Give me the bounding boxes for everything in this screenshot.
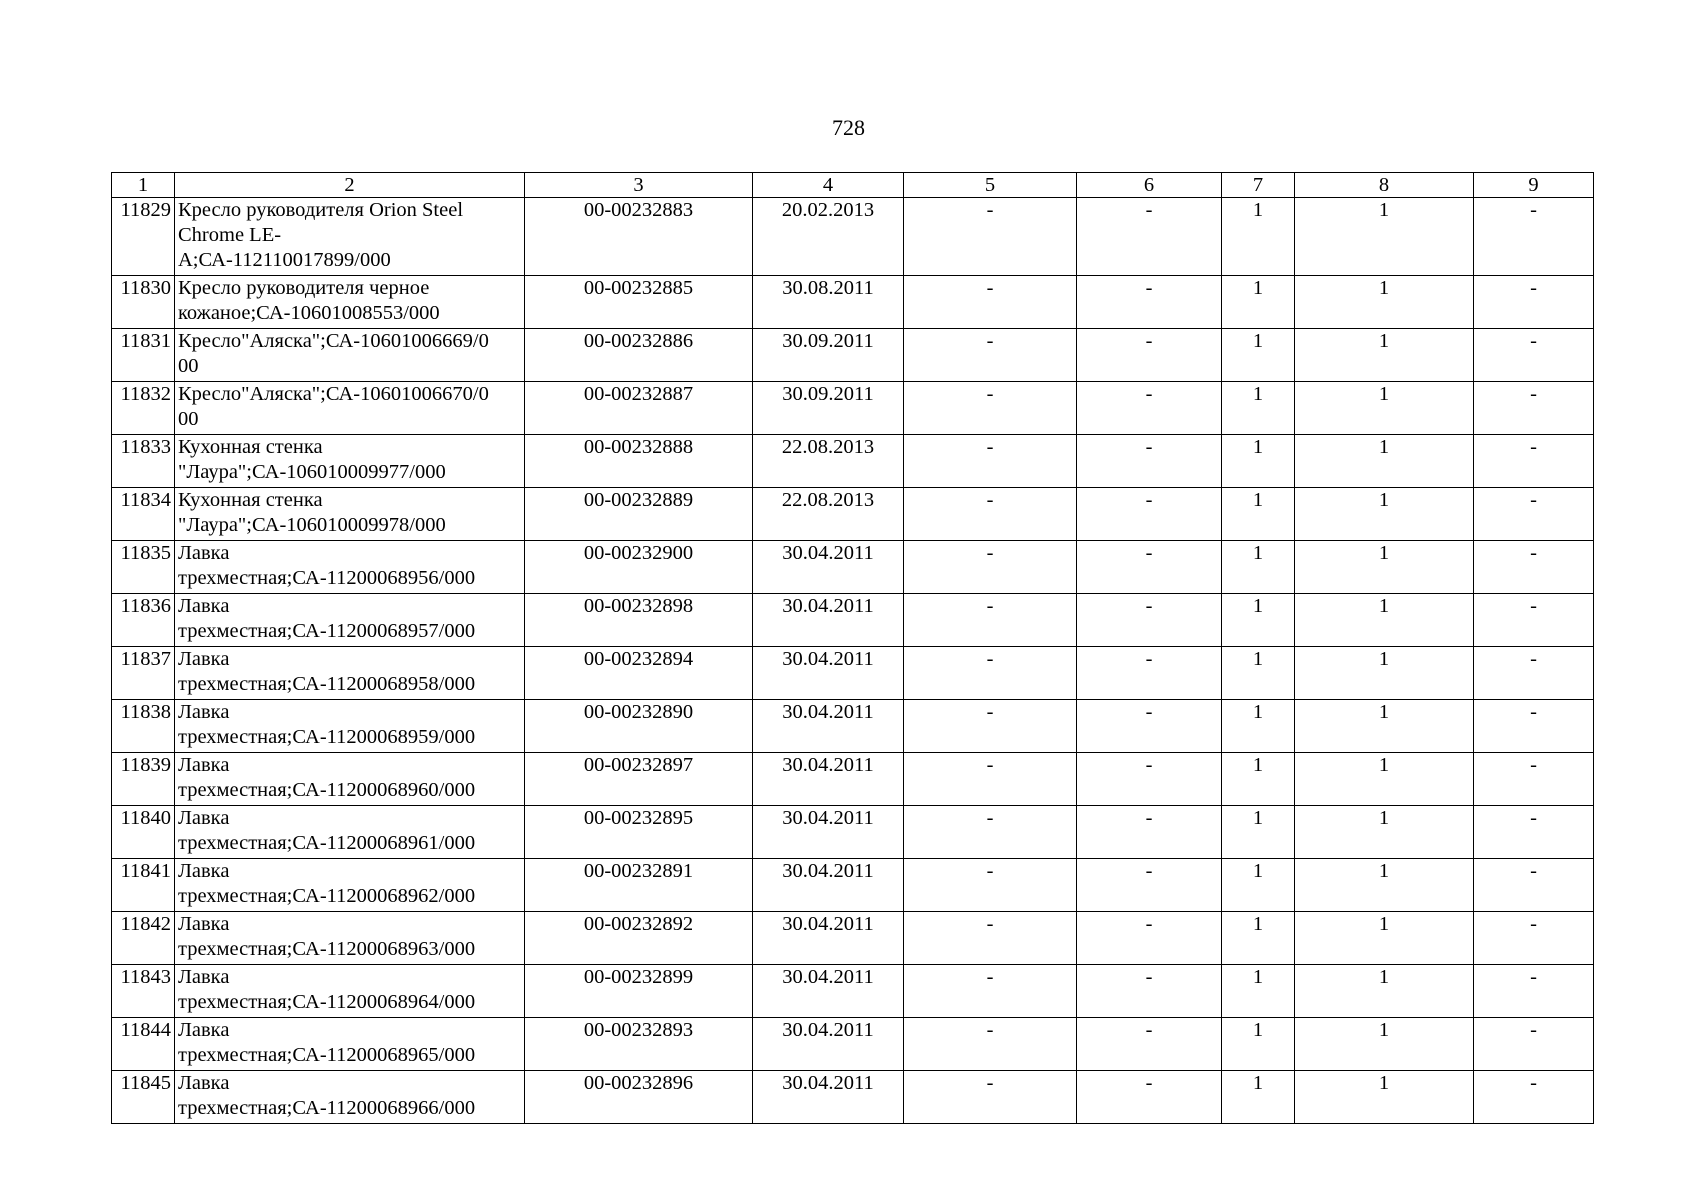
column-9-cell: - (1474, 965, 1594, 1018)
item-name-line: Лавка (178, 701, 230, 723)
item-name-line: Кресло"Аляска";СА-10601006669/0 (178, 330, 489, 352)
item-name-line: трехместная;СА-11200068963/000 (178, 938, 476, 960)
column-6-cell: - (1077, 647, 1222, 700)
column-9-cell: - (1474, 435, 1594, 488)
column-6-cell: - (1077, 276, 1222, 329)
table-row (112, 753, 1594, 806)
table-row (112, 647, 1594, 700)
row-number-cell: 11845 (112, 1071, 175, 1124)
column-5-cell: - (904, 541, 1077, 594)
inventory-number-cell: 00-00232891 (525, 859, 753, 912)
table-row (112, 594, 1594, 647)
table-body (112, 198, 1594, 1124)
column-7-cell: 1 (1222, 965, 1295, 1018)
item-name-line: трехместная;СА-11200068956/000 (178, 567, 476, 589)
column-header-1: 1 (112, 173, 175, 198)
column-header-4: 4 (753, 173, 904, 198)
row-number-cell: 11840 (112, 806, 175, 859)
column-6-cell: - (1077, 965, 1222, 1018)
column-5-cell: - (904, 1018, 1077, 1071)
column-7-cell: 1 (1222, 647, 1295, 700)
item-name-line: Лавка (178, 1019, 230, 1041)
column-8-cell: 1 (1295, 594, 1474, 647)
column-7-cell: 1 (1222, 198, 1295, 276)
inventory-number-cell: 00-00232889 (525, 488, 753, 541)
column-7-cell: 1 (1222, 276, 1295, 329)
column-6-cell: - (1077, 594, 1222, 647)
column-9-cell: - (1474, 912, 1594, 965)
row-number-cell: 11829 (112, 198, 175, 276)
column-6-cell: - (1077, 1071, 1222, 1124)
inventory-number-cell: 00-00232896 (525, 1071, 753, 1124)
column-5-cell: - (904, 700, 1077, 753)
column-6-cell: - (1077, 753, 1222, 806)
date-cell: 22.08.2013 (753, 488, 904, 541)
column-6-cell: - (1077, 329, 1222, 382)
item-name-line: трехместная;СА-11200068961/000 (178, 832, 476, 854)
row-number-cell: 11841 (112, 859, 175, 912)
item-name-line: Лавка (178, 807, 230, 829)
column-5-cell: - (904, 1071, 1077, 1124)
item-name-line: Кресло руководителя черное (178, 277, 430, 299)
column-7-cell: 1 (1222, 329, 1295, 382)
item-name-cell (175, 435, 525, 488)
row-number-cell: 11833 (112, 435, 175, 488)
column-7-cell: 1 (1222, 382, 1295, 435)
column-9-cell: - (1474, 647, 1594, 700)
column-7-cell: 1 (1222, 594, 1295, 647)
column-header-3: 3 (525, 173, 753, 198)
column-8-cell: 1 (1295, 753, 1474, 806)
table-row (112, 806, 1594, 859)
column-9-cell: - (1474, 753, 1594, 806)
inventory-number-cell: 00-00232894 (525, 647, 753, 700)
column-8-cell: 1 (1295, 859, 1474, 912)
column-5-cell: - (904, 198, 1077, 276)
table-row (112, 382, 1594, 435)
column-header-8: 8 (1295, 173, 1474, 198)
column-8-cell: 1 (1295, 1071, 1474, 1124)
item-name-cell (175, 647, 525, 700)
item-name-line: Кухонная стенка (178, 489, 323, 511)
item-name-line: трехместная;СА-11200068958/000 (178, 673, 476, 695)
column-8-cell: 1 (1295, 435, 1474, 488)
item-name-cell (175, 1071, 525, 1124)
column-6-cell: - (1077, 435, 1222, 488)
item-name-line: 00 (178, 408, 199, 430)
column-9-cell: - (1474, 700, 1594, 753)
column-5-cell: - (904, 753, 1077, 806)
item-name-cell (175, 198, 525, 276)
column-5-cell: - (904, 329, 1077, 382)
column-6-cell: - (1077, 912, 1222, 965)
column-6-cell: - (1077, 382, 1222, 435)
item-name-cell (175, 806, 525, 859)
date-cell: 30.04.2011 (753, 753, 904, 806)
column-9-cell: - (1474, 198, 1594, 276)
register-table (111, 172, 1594, 1124)
column-5-cell: - (904, 435, 1077, 488)
date-cell: 30.04.2011 (753, 965, 904, 1018)
date-cell: 22.08.2013 (753, 435, 904, 488)
column-9-cell: - (1474, 859, 1594, 912)
row-number-cell: 11830 (112, 276, 175, 329)
column-7-cell: 1 (1222, 1071, 1295, 1124)
column-9-cell: - (1474, 276, 1594, 329)
date-cell: 30.08.2011 (753, 276, 904, 329)
item-name-cell (175, 488, 525, 541)
row-number-cell: 11838 (112, 700, 175, 753)
item-name-cell (175, 594, 525, 647)
column-9-cell: - (1474, 382, 1594, 435)
row-number-cell: 11839 (112, 753, 175, 806)
item-name-cell (175, 276, 525, 329)
column-9-cell: - (1474, 1018, 1594, 1071)
table-row (112, 965, 1594, 1018)
item-name-cell (175, 1018, 525, 1071)
item-name-line: "Лаура";СА-106010009978/000 (178, 514, 446, 536)
column-header-9: 9 (1474, 173, 1594, 198)
row-number-cell: 11842 (112, 912, 175, 965)
inventory-number-cell: 00-00232899 (525, 965, 753, 1018)
date-cell: 30.09.2011 (753, 329, 904, 382)
column-7-cell: 1 (1222, 753, 1295, 806)
date-cell: 30.04.2011 (753, 700, 904, 753)
table-row (112, 276, 1594, 329)
column-8-cell: 1 (1295, 1018, 1474, 1071)
item-name-line: Лавка (178, 860, 230, 882)
column-7-cell: 1 (1222, 435, 1295, 488)
column-7-cell: 1 (1222, 700, 1295, 753)
column-9-cell: - (1474, 1071, 1594, 1124)
item-name-line: Лавка (178, 1072, 230, 1094)
date-cell: 30.09.2011 (753, 382, 904, 435)
column-9-cell: - (1474, 594, 1594, 647)
inventory-number-cell: 00-00232892 (525, 912, 753, 965)
date-cell: 30.04.2011 (753, 647, 904, 700)
item-name-cell (175, 965, 525, 1018)
date-cell: 20.02.2013 (753, 198, 904, 276)
date-cell: 30.04.2011 (753, 912, 904, 965)
item-name-line: трехместная;СА-11200068962/000 (178, 885, 476, 907)
item-name-line: трехместная;СА-11200068966/000 (178, 1097, 476, 1119)
column-9-cell: - (1474, 488, 1594, 541)
item-name-cell (175, 912, 525, 965)
row-number-cell: 11837 (112, 647, 175, 700)
item-name-line: Лавка (178, 595, 230, 617)
column-5-cell: - (904, 859, 1077, 912)
column-5-cell: - (904, 488, 1077, 541)
column-8-cell: 1 (1295, 276, 1474, 329)
item-name-line: Лавка (178, 648, 230, 670)
column-9-cell: - (1474, 806, 1594, 859)
column-6-cell: - (1077, 1018, 1222, 1071)
item-name-line: трехместная;СА-11200068960/000 (178, 779, 476, 801)
column-header-6: 6 (1077, 173, 1222, 198)
inventory-number-cell: 00-00232887 (525, 382, 753, 435)
row-number-cell: 11831 (112, 329, 175, 382)
item-name-line: Лавка (178, 913, 230, 935)
inventory-number-cell: 00-00232898 (525, 594, 753, 647)
table-row (112, 435, 1594, 488)
table-row (112, 541, 1594, 594)
column-5-cell: - (904, 965, 1077, 1018)
column-8-cell: 1 (1295, 647, 1474, 700)
column-8-cell: 1 (1295, 806, 1474, 859)
column-8-cell: 1 (1295, 541, 1474, 594)
inventory-number-cell: 00-00232895 (525, 806, 753, 859)
column-7-cell: 1 (1222, 541, 1295, 594)
item-name-line: Лавка (178, 754, 230, 776)
column-6-cell: - (1077, 198, 1222, 276)
item-name-line: A;СА-112110017899/000 (178, 249, 391, 271)
item-name-cell (175, 382, 525, 435)
column-header-7: 7 (1222, 173, 1295, 198)
item-name-line: трехместная;СА-11200068965/000 (178, 1044, 476, 1066)
column-8-cell: 1 (1295, 965, 1474, 1018)
column-header-2: 2 (175, 173, 525, 198)
column-6-cell: - (1077, 488, 1222, 541)
item-name-line: Chrome LE- (178, 224, 282, 246)
inventory-number-cell: 00-00232893 (525, 1018, 753, 1071)
inventory-number-cell: 00-00232885 (525, 276, 753, 329)
item-name-line: Кресло"Аляска";СА-10601006670/0 (178, 383, 489, 405)
inventory-number-cell: 00-00232890 (525, 700, 753, 753)
column-5-cell: - (904, 276, 1077, 329)
row-number-cell: 11834 (112, 488, 175, 541)
item-name-line: Кресло руководителя Orion Steel (178, 199, 464, 221)
item-name-line: трехместная;СА-11200068957/000 (178, 620, 476, 642)
item-name-line: "Лаура";СА-106010009977/000 (178, 461, 446, 483)
column-8-cell: 1 (1295, 329, 1474, 382)
item-name-cell (175, 329, 525, 382)
item-name-line: трехместная;СА-11200068964/000 (178, 991, 476, 1013)
date-cell: 30.04.2011 (753, 806, 904, 859)
column-8-cell: 1 (1295, 912, 1474, 965)
date-cell: 30.04.2011 (753, 1018, 904, 1071)
inventory-number-cell: 00-00232897 (525, 753, 753, 806)
column-7-cell: 1 (1222, 488, 1295, 541)
column-6-cell: - (1077, 859, 1222, 912)
column-7-cell: 1 (1222, 859, 1295, 912)
inventory-number-cell: 00-00232883 (525, 198, 753, 276)
column-6-cell: - (1077, 541, 1222, 594)
column-9-cell: - (1474, 329, 1594, 382)
column-8-cell: 1 (1295, 198, 1474, 276)
header-row (112, 173, 1594, 198)
table-row (112, 198, 1594, 276)
table-row (112, 912, 1594, 965)
row-number-cell: 11836 (112, 594, 175, 647)
column-8-cell: 1 (1295, 700, 1474, 753)
inventory-number-cell: 00-00232900 (525, 541, 753, 594)
column-7-cell: 1 (1222, 912, 1295, 965)
column-5-cell: - (904, 594, 1077, 647)
row-number-cell: 11843 (112, 965, 175, 1018)
column-header-5: 5 (904, 173, 1077, 198)
item-name-line: кожаное;СА-10601008553/000 (178, 302, 440, 324)
date-cell: 30.04.2011 (753, 594, 904, 647)
item-name-line: 00 (178, 355, 199, 377)
column-5-cell: - (904, 647, 1077, 700)
item-name-cell (175, 753, 525, 806)
table-row (112, 329, 1594, 382)
column-5-cell: - (904, 382, 1077, 435)
table-row (112, 1071, 1594, 1124)
item-name-cell (175, 541, 525, 594)
column-5-cell: - (904, 912, 1077, 965)
column-6-cell: - (1077, 700, 1222, 753)
item-name-line: Лавка (178, 966, 230, 988)
column-5-cell: - (904, 806, 1077, 859)
table-row (112, 859, 1594, 912)
column-9-cell: - (1474, 541, 1594, 594)
item-name-cell (175, 859, 525, 912)
date-cell: 30.04.2011 (753, 1071, 904, 1124)
column-8-cell: 1 (1295, 488, 1474, 541)
column-7-cell: 1 (1222, 806, 1295, 859)
row-number-cell: 11844 (112, 1018, 175, 1071)
item-name-line: Лавка (178, 542, 230, 564)
row-number-cell: 11832 (112, 382, 175, 435)
date-cell: 30.04.2011 (753, 541, 904, 594)
column-8-cell: 1 (1295, 382, 1474, 435)
table-row (112, 700, 1594, 753)
date-cell: 30.04.2011 (753, 859, 904, 912)
table-row (112, 488, 1594, 541)
page-number: 728 (832, 115, 865, 140)
item-name-line: трехместная;СА-11200068959/000 (178, 726, 476, 748)
row-number-cell: 11835 (112, 541, 175, 594)
column-7-cell: 1 (1222, 1018, 1295, 1071)
item-name-line: Кухонная стенка (178, 436, 323, 458)
item-name-cell (175, 700, 525, 753)
inventory-number-cell: 00-00232886 (525, 329, 753, 382)
inventory-number-cell: 00-00232888 (525, 435, 753, 488)
table-row (112, 1018, 1594, 1071)
column-6-cell: - (1077, 806, 1222, 859)
